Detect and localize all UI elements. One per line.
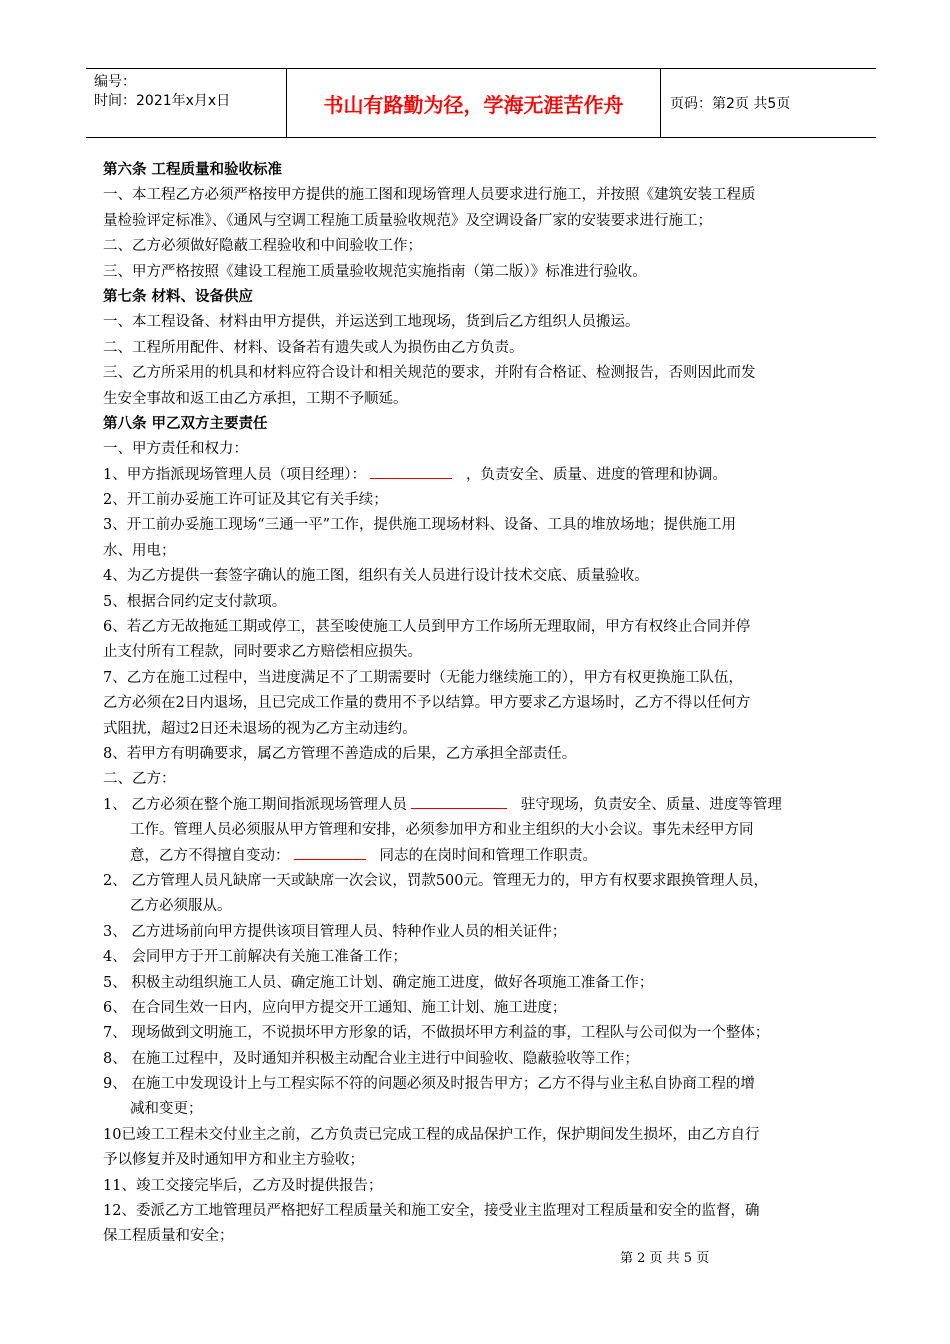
line-text: 8、若甲方有明确要求，属乙方管理不善造成的后果，乙方承担全部责任。 — [103, 745, 577, 762]
line-text: 乙方必须服从。 — [130, 898, 232, 915]
text-line — [103, 767, 863, 792]
text-line — [103, 336, 863, 361]
text-line — [103, 387, 863, 412]
header-motto: 书山有路勤为径，学海无涯苦作舟 — [287, 69, 661, 137]
text-line — [103, 818, 863, 843]
text-line — [103, 1097, 863, 1122]
text-line — [103, 260, 863, 285]
line-text: 一、本工程乙方必须严格按甲方提供的施工图和现场管理人员要求进行施工，并按照《建筑安装工程质 — [103, 187, 756, 204]
line-text: 3、 乙方进场前向甲方提供该项目管理人员、特种作业人员的相关证件； — [103, 923, 567, 940]
section-heading — [103, 285, 863, 310]
line-text: 三、甲方严格按照《建设工程施工质量验收规范实施指南（第二版）》标准进行验收。 — [103, 263, 647, 280]
line-text: 2、开工前办妥施工许可证及其它有关手续； — [103, 492, 388, 509]
text-line — [103, 894, 863, 919]
text-line — [103, 513, 863, 538]
line-text: 1、 乙方必须在整个施工期间指派现场管理人员 — [103, 796, 407, 813]
fill-in-blank — [411, 794, 507, 809]
line-text: 4、 会同甲方于开工前解决有关施工准备工作； — [103, 949, 407, 966]
document-body — [103, 158, 863, 1250]
text-line — [103, 869, 863, 894]
line-text: 一、甲方责任和权力： — [103, 441, 248, 458]
line-text: 乙方必须在2日内退场，且已完成工作量的费用不予以结算。甲方要求乙方退场时，乙方不得以任何方 — [103, 695, 751, 712]
text-line — [103, 1123, 863, 1148]
text-line — [103, 945, 863, 970]
text-line — [103, 539, 863, 564]
line-text: 第八条 甲乙双方主要责任 — [103, 415, 268, 432]
line-text: 减和变更； — [130, 1101, 203, 1118]
line-text-continued: 同志的在岗时间和管理工作职责。 — [379, 847, 597, 864]
text-line — [103, 666, 863, 691]
text-line — [103, 1072, 863, 1097]
line-text: 意，乙方不得擅自变动： — [130, 847, 290, 864]
text-line — [103, 691, 863, 716]
text-line — [103, 310, 863, 335]
line-text: 一、本工程设备、材料由甲方提供，并运送到工地现场，货到后乙方组织人员搬运。 — [103, 314, 640, 331]
text-line — [103, 717, 863, 742]
line-text: 7、乙方在施工过程中，当进度满足不了工期需要时（无能力继续施工的），甲方有权更换施工队伍， — [103, 669, 743, 686]
line-text: 工作。管理人员必须服从甲方管理和安排，必须参加甲方和业主组织的大小会议。事先未经甲方同 — [130, 822, 754, 839]
text-line — [103, 1047, 863, 1072]
line-text: 量检验评定标准》、《通风与空调工程施工质量验收规范》及空调设备厂家的安装要求进行施工； — [103, 212, 712, 229]
line-text-continued: ，负责安全、质量、进度的管理和协调。 — [465, 466, 727, 483]
header-page-number: 页码：第2页 共5页 — [670, 96, 791, 112]
line-text: 保工程质量和安全； — [103, 1228, 234, 1245]
text-line — [103, 437, 863, 462]
line-text: 生安全事故和返工由乙方承担，工期不予顺延。 — [103, 390, 408, 407]
number-label: 编号： — [94, 74, 136, 90]
text-line — [103, 183, 863, 208]
line-text: 12、委派乙方工地管理员严格把好工程质量关和施工安全，接受业主监理对工程质量和安全的监督，确 — [103, 1203, 760, 1220]
line-text: 二、乙方必须做好隐蔽工程验收和中间验收工作； — [103, 238, 422, 255]
line-text: 第六条 工程质量和验收标准 — [103, 162, 283, 178]
text-line — [103, 742, 863, 767]
line-text: 10已竣工工程未交付业主之前，乙方负责已完成工程的成品保护工作，保护期间发生损坏，由乙方自行 — [103, 1126, 760, 1143]
line-text: 水、用电； — [103, 542, 176, 559]
page-footer: 第 2 页 共 5 页 — [620, 1251, 710, 1266]
text-line — [103, 1174, 863, 1199]
text-line — [103, 463, 863, 488]
line-text-continued: 驻守现场，负责安全、质量、进度等管理 — [520, 796, 782, 813]
line-text: 5、根据合同约定支付款项。 — [103, 593, 287, 610]
text-line — [103, 793, 863, 818]
line-text: 6、若乙方无故拖延工期或停工，甚至唆使施工人员到甲方工作场所无理取闹，甲方有权终止合同并停 — [103, 619, 751, 636]
text-line — [103, 564, 863, 589]
section-heading — [103, 412, 863, 437]
line-text: 式阻扰，超过2日还未退场的视为乙方主动违约。 — [103, 720, 417, 737]
text-line — [103, 920, 863, 945]
text-line — [103, 209, 863, 234]
section-heading — [103, 158, 863, 183]
page-header — [86, 68, 876, 138]
text-line — [103, 1021, 863, 1046]
line-text: 11、竣工交接完毕后，乙方及时提供报告； — [103, 1177, 383, 1194]
text-line — [103, 488, 863, 513]
text-line — [103, 615, 863, 640]
fill-in-blank — [370, 464, 452, 479]
line-text: 8、 在施工过程中，及时通知并积极主动配合业主进行中间验收、隐蔽验收等工作； — [103, 1050, 639, 1067]
text-line — [103, 996, 863, 1021]
text-line — [103, 590, 863, 615]
text-line — [103, 971, 863, 996]
line-text: 二、乙方： — [103, 771, 176, 788]
text-line — [103, 234, 863, 259]
fill-in-blank — [294, 845, 366, 860]
line-text: 止支付所有工程款，同时要求乙方赔偿相应损失。 — [103, 644, 422, 661]
text-line — [103, 1199, 863, 1224]
line-text: 三、乙方所采用的机具和材料应符合设计和相关规范的要求，并附有合格证、检测报告，否则因此而发 — [103, 365, 756, 382]
line-text: 第七条 材料、设备供应 — [103, 288, 254, 305]
header-meta — [86, 69, 287, 137]
line-text: 1、甲方指派现场管理人员（项目经理）： — [103, 466, 366, 483]
text-line — [103, 640, 863, 665]
text-line — [103, 1148, 863, 1173]
line-text: 7、 现场做到文明施工，不说损坏甲方形象的话，不做损坏甲方利益的事，工程队与公司似为一个整体； — [103, 1025, 770, 1042]
text-line — [103, 361, 863, 386]
time-label: 时间：2021年x月x日 — [94, 93, 231, 109]
line-text: 5、 积极主动组织施工人员、确定施工计划、确定施工进度，做好各项施工准备工作； — [103, 974, 654, 991]
line-text: 9、 在施工中发现设计上与工程实际不符的问题必须及时报告甲方；乙方不得与业主私自协商工程的增 — [103, 1076, 755, 1093]
line-text: 6、 在合同生效一日内，应向甲方提交开工通知、施工计划、施工进度； — [103, 999, 567, 1016]
line-text: 二、工程所用配件、材料、设备若有遗失或人为损伤由乙方负责。 — [103, 339, 524, 356]
text-line — [103, 1224, 863, 1249]
line-text: 3、开工前办妥施工现场“三通一平”工作，提供施工现场材料、设备、工具的堆放场地；提供施工用 — [103, 517, 737, 534]
line-text: 予以修复并及时通知甲方和业主方验收； — [103, 1152, 364, 1169]
line-text: 4、为乙方提供一套签字确认的施工图，组织有关人员进行设计技术交底、质量验收。 — [103, 568, 649, 585]
text-line — [103, 844, 863, 869]
line-text: 2、 乙方管理人员凡缺席一天或缺席一次会议，罚款500元。管理无力的，甲方有权要求跟换管理人员， — [103, 872, 769, 889]
